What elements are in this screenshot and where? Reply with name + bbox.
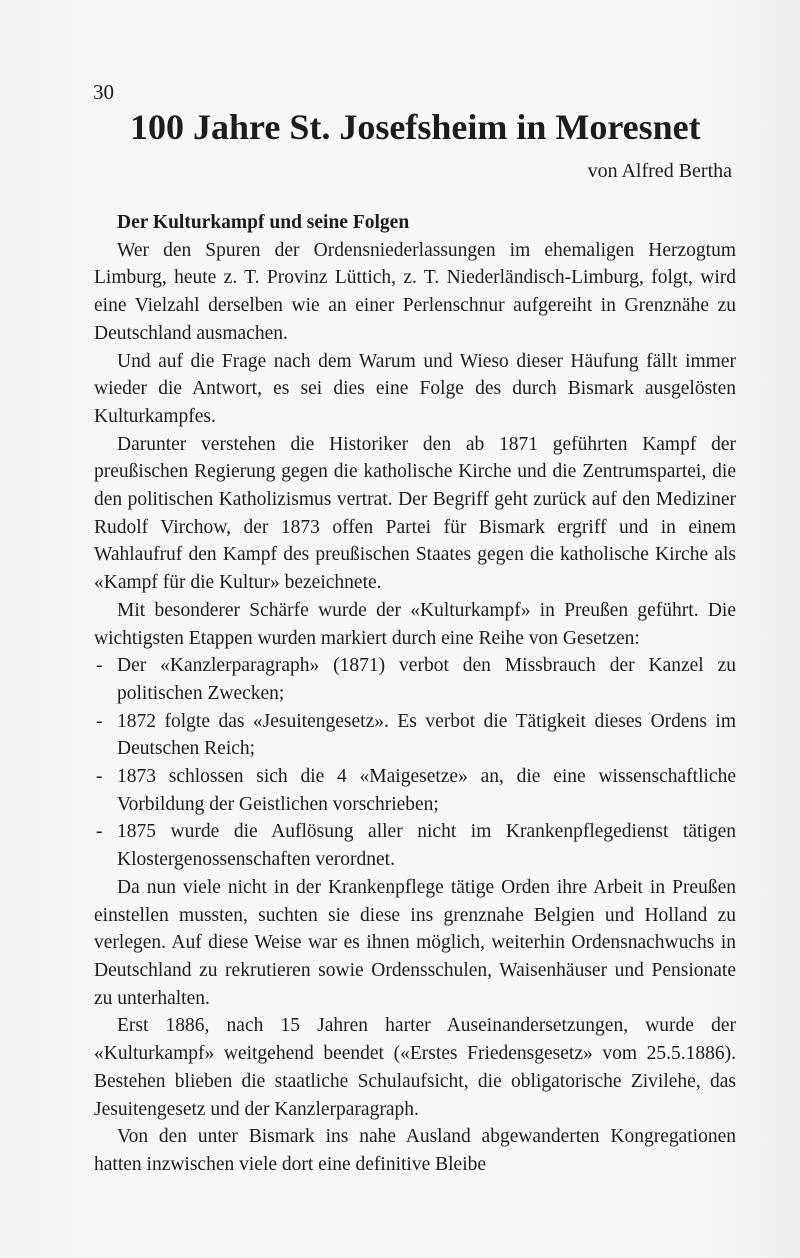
list-item <box>94 708 736 763</box>
list-item-text: Der «Kanzlerparagraph» (1871) verbot den Missbrauch der Kanzel zu politischen Zwecken; <box>117 655 736 704</box>
paragraph: Von den unter Bismark ins nahe Ausland abgewanderten Kongregationen hatten inzwischen viele dort eine definitive Bleibe <box>94 1126 736 1175</box>
paragraph: Da nun viele nicht in der Krankenpflege tätige Orden ihre Arbeit in Preußen einstellen mussten, suchten sie diese ins grenznahe Belgien und Holland zu verlegen. Auf diese Weise war es ihnen möglich, weiterhin Ordensnachwuchs in Deutschland zu rekrutieren sowie Ordensschulen, Waisenhäuser und Pensionate zu unterhalten. <box>94 876 736 1009</box>
list-dash: - <box>96 710 103 732</box>
list-dash: - <box>96 766 103 788</box>
list-item <box>94 818 736 873</box>
section-heading: Der Kulturkampf und seine Folgen <box>117 212 410 233</box>
article-title: 100 Jahre St. Josefsheim in Moresnet <box>130 107 701 147</box>
list-item-text: 1873 schlossen sich die 4 «Maigesetze» an, die eine wissenschaftliche Vorbildung der Geistlichen vorschrieben; <box>117 766 736 815</box>
paragraph: Wer den Spuren der Ordensniederlassungen im ehemaligen Herzogtum Limburg, heute z. T. Provinz Lüttich, z. T. Niederländisch-Limburg, folgt, wird eine Vielzahl derselben wie an einer Perlenschnur aufgereiht in Grenznähe zu Deutschland ausmachen. <box>94 239 736 344</box>
paragraph: Darunter verstehen die Historiker den ab 1871 geführten Kampf der preußischen Regierung gegen die katholische Kirche und die Zentrumspartei, die den politischen Katholizismus vertrat. Der Begriff geht zurück auf den Mediziner Rudolf Virchow, der 1873 offen Partei für Bismark ergriff und in einem Wahlaufruf den Kampf des preußischen Staates gegen die katholische Kirche als «Kampf für die Kultur» bezeichnete. <box>94 433 736 594</box>
paragraph: Erst 1886, nach 15 Jahren harter Auseinandersetzungen, wurde der «Kulturkampf» weitgehend beendet («Erstes Friedensgesetz» vom 25.5.1886). Bestehen blieben die staatliche Schulaufsicht, die obligatorische Zivilehe, das Jesuitengesetz und der Kanzlerparagraph. <box>94 1015 736 1120</box>
paragraph: Und auf die Frage nach dem Warum und Wieso dieser Häufung fällt immer wieder die Antwort, es sei dies eine Folge des durch Bismark ausgelösten Kulturkampfes. <box>94 350 736 427</box>
article-author: von Alfred Bertha <box>587 160 732 182</box>
list-item <box>94 652 736 707</box>
list-dash: - <box>96 821 103 843</box>
list-item-text: 1875 wurde die Auflösung aller nicht im Krankenpflegedienst tätigen Klostergenossenschaften verordnet. <box>117 821 736 871</box>
article-body <box>94 209 736 1179</box>
list-item <box>94 763 736 818</box>
paragraph: Mit besonderer Schärfe wurde der «Kulturkampf» in Preußen geführt. Die wichtigsten Etappen wurden markiert durch eine Reihe von Gesetzen: <box>94 599 736 649</box>
law-list <box>94 652 736 874</box>
list-item-text: 1872 folgte das «Jesuitengesetz». Es verbot die Tätigkeit dieses Ordens im Deutschen Reich; <box>117 710 736 760</box>
page-number: 30 <box>93 80 114 104</box>
list-dash: - <box>96 655 103 677</box>
